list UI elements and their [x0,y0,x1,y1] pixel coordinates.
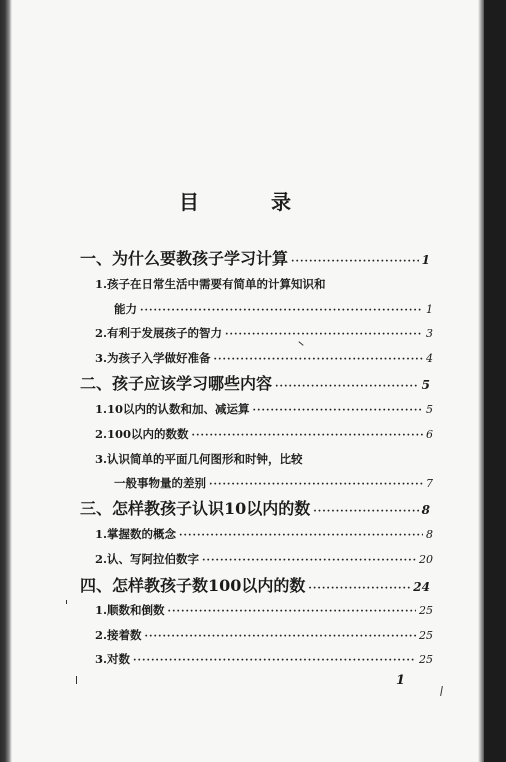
toc-section-4-2-page: 25 [419,629,433,642]
toc-leader-dots [133,656,416,666]
toc-chapter-1-label: 一、为什么要教孩子学习计算 [80,249,289,268]
toc-chapter-3-label: 三、怎样教孩子认识10以内的数 [80,499,311,518]
toc-section-1-2-label: 2.有利于发展孩子的智力 [95,326,223,340]
toc-section-1-1-page: 1 [426,303,433,316]
toc-section-2-1 [95,401,433,417]
toc-leader-dots [275,382,419,392]
page-number: 1 [396,673,406,688]
toc-section-4-3-page: 25 [419,653,433,666]
toc-leader-dots [313,507,418,517]
toc-leader-dots [140,306,423,316]
toc-section-1-2-page: 3 [426,327,433,340]
scan-speck [76,676,77,684]
toc-section-2-2 [95,426,433,442]
toc-chapter-2 [80,371,430,394]
toc-chapter-2-page: 5 [421,378,430,392]
toc-section-1-3-page: 4 [426,352,433,365]
toc-leader-dots [308,584,410,594]
toc-section-2-1-label: 1.10以内的认数和加、减运算 [95,402,250,416]
toc-leader-dots [291,257,419,267]
toc-section-3-1 [95,526,433,542]
toc-chapter-1 [80,246,430,269]
toc-section-3-1-page: 8 [426,528,433,541]
toc-chapter-4 [80,573,430,596]
toc-chapter-4-label: 四、怎样教孩子数100以内的数 [80,576,306,595]
toc-section-1-3 [95,350,433,366]
toc-section-4-1-label: 1.顺数和倒数 [95,603,165,617]
scan-speck [298,341,303,346]
toc-leader-dots [202,556,416,566]
toc-leader-dots [179,531,423,541]
toc-section-3-2 [95,551,433,567]
toc-section-1-2 [95,325,433,341]
toc-section-2-3 [114,475,433,491]
toc-section-1-1 [114,301,433,317]
toc-chapter-1-page: 1 [421,253,430,267]
toc-chapter-4-page: 24 [413,580,430,594]
page-title: 目 录 [179,190,317,214]
scan-speck [66,600,67,604]
toc-section-3-2-page: 20 [419,553,433,566]
toc-section-4-2 [95,627,433,643]
toc-section-4-1-page: 25 [419,604,433,617]
toc-chapter-3-page: 8 [421,503,430,517]
toc-section-4-3-label: 3.对数 [95,652,131,666]
toc-section-2-3-line1: 3.认识简单的平面几何图形和时钟，比较 [95,452,303,466]
scan-speck [440,686,443,696]
toc-leader-dots [168,607,416,617]
toc-section-2-1-page: 5 [426,403,433,416]
toc-section-3-2-label: 2.认、写阿拉伯数字 [95,552,200,566]
toc-leader-dots [214,355,423,365]
toc-section-4-3 [95,651,433,667]
toc-leader-dots [192,431,423,441]
toc-section-2-2-page: 6 [426,428,433,441]
toc-section-1-1-label: 能力 [114,302,137,316]
toc-section-2-3-label: 一般事物量的差别 [114,476,206,490]
toc-section-4-1 [95,602,433,618]
toc-section-3-1-label: 1.掌握数的概念 [95,527,177,541]
scan-edge-right [484,0,506,762]
toc-section-2-3-page: 7 [426,477,433,490]
toc-chapter-2-label: 二、孩子应该学习哪些内容 [80,374,273,393]
toc-leader-dots [225,330,423,340]
toc-section-1-1-line1: 1.孩子在日常生活中需要有简单的计算知识和 [95,277,326,291]
toc-section-4-2-label: 2.接着数 [95,628,142,642]
toc-leader-dots [253,406,423,416]
toc-leader-dots [209,480,423,490]
toc-leader-dots [145,632,416,642]
toc-section-2-2-label: 2.100以内的数数 [95,427,189,441]
toc-section-1-3-label: 3.为孩子入学做好准备 [95,351,211,365]
toc-chapter-3 [80,496,430,519]
scan-edge-left [0,0,12,762]
